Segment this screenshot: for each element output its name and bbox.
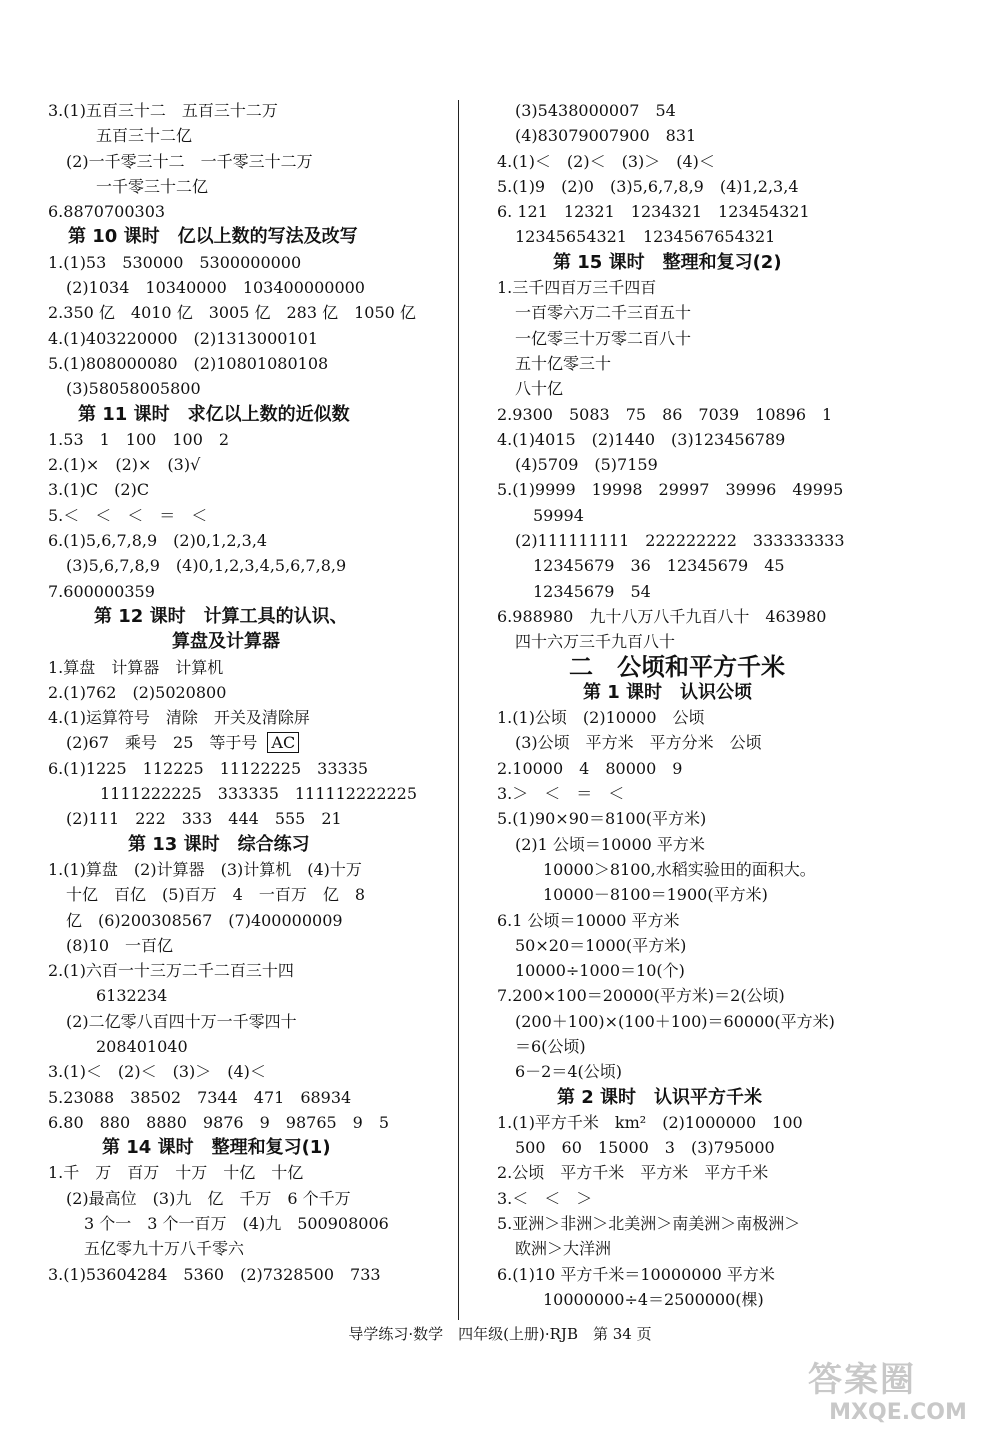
answer-text: 4.(1)4015 (2)1440 (3)123456789 <box>497 429 786 449</box>
answer-line <box>48 1085 448 1110</box>
answer-line <box>497 983 957 1008</box>
answer-line <box>497 579 957 604</box>
answer-text: (2)111111111 222222222 333333333 <box>515 531 845 551</box>
answer-line <box>48 705 448 730</box>
answer-line <box>48 781 448 806</box>
answer-text: 第 13 课时 综合练习 <box>128 833 310 855</box>
answer-line <box>48 250 448 275</box>
answer-text: 2.10000 4 80000 9 <box>497 758 683 778</box>
answer-line <box>497 275 957 300</box>
answer-line <box>48 503 448 528</box>
answer-text: 5.＜ ＜ ＜ ＝ ＜ <box>48 505 208 525</box>
answer-text: 1.(1)算盘 (2)计算器 (3)计算机 (4)十万 <box>48 859 362 879</box>
answer-text: 一百零六万二千三百五十 <box>515 303 692 323</box>
answer-text: (2)1 公顷＝10000 平方米 <box>515 834 705 854</box>
answer-line <box>48 452 448 477</box>
section-heading <box>48 832 448 857</box>
answer-text: 10000－8100＝1900(平方米) <box>543 885 768 905</box>
answer-line <box>497 503 957 528</box>
answer-text: 1.千 万 百万 十万 十亿 十亿 <box>48 1163 304 1183</box>
answer-text: 2.350 亿 4010 亿 3005 亿 283 亿 1050 亿 <box>48 303 416 323</box>
answer-text: 欧洲＞大洋洲 <box>515 1239 612 1259</box>
answer-text: 第 14 课时 整理和复习(1) <box>102 1137 331 1159</box>
answer-text: 3.(1)C (2)C <box>48 480 150 500</box>
answer-text: 一亿零三十万零二百八十 <box>515 328 692 348</box>
answer-text: 五亿零九十万八千零六 <box>84 1239 245 1259</box>
answer-text: 3.(1)53604284 5360 (2)7328500 733 <box>48 1264 381 1284</box>
answer-text: 6.(1)10 平方千米＝10000000 平方米 <box>497 1264 775 1284</box>
section-heading <box>48 1135 448 1160</box>
answer-line <box>48 1211 448 1236</box>
answer-line <box>48 427 448 452</box>
answer-text: 4.(1)＜ (2)＜ (3)＞ (4)＜ <box>497 151 715 171</box>
answer-line <box>48 326 448 351</box>
answer-line <box>48 756 448 781</box>
answer-line <box>497 933 957 958</box>
answer-text: 一千零三十二亿 <box>96 176 209 196</box>
answer-line <box>48 1110 448 1135</box>
answer-text: 第 2 课时 认识平方千米 <box>557 1086 763 1108</box>
answer-text: 500 60 15000 3 (3)795000 <box>515 1138 775 1158</box>
answer-text: 4.(1)运算符号 清除 开关及清除屏 <box>48 708 310 728</box>
answer-line <box>48 477 448 502</box>
answer-line <box>48 149 448 174</box>
column-divider <box>458 100 459 1320</box>
answer-line <box>497 1034 957 1059</box>
section-heading <box>48 629 448 654</box>
answer-text: 1.53 1 100 100 2 <box>48 429 230 449</box>
answer-line <box>497 882 957 907</box>
answer-line <box>48 1034 448 1059</box>
right-column <box>497 98 957 1312</box>
left-column <box>48 98 448 1287</box>
answer-text: 1.(1)53 530000 5300000000 <box>48 252 302 272</box>
answer-text: (200＋100)×(100＋100)＝60000(平方米) <box>515 1011 835 1031</box>
answer-line <box>497 832 957 857</box>
answer-line <box>497 149 957 174</box>
answer-line <box>497 1262 957 1287</box>
answer-text: (2)二亿零八百四十万一千零四十 <box>66 1011 297 1031</box>
answer-line <box>497 1287 957 1312</box>
answer-line <box>48 933 448 958</box>
answer-text: (3)公顷 平方米 平方分米 公顷 <box>515 733 762 753</box>
answer-text: 5.(1)9999 19998 29997 39996 49995 <box>497 480 844 500</box>
answer-text: 6.988980 九十八万八千九百八十 463980 <box>497 606 827 626</box>
answer-text: 2.(1)× (2)× (3)√ <box>48 455 201 475</box>
answer-line <box>48 882 448 907</box>
answer-text: 3.(1)五百三十二 五百三十二万 <box>48 101 278 120</box>
answer-text: 6.8870700303 <box>48 202 166 222</box>
answer-line <box>497 477 957 502</box>
answer-line <box>48 655 448 680</box>
answer-line <box>497 1059 957 1084</box>
answer-text: 第 1 课时 认识公顷 <box>583 681 753 703</box>
watermark-logo-text: 答案圈 <box>808 1360 916 1400</box>
answer-text: 12345679 36 12345679 45 <box>533 556 785 576</box>
boxed-answer: AC <box>267 732 299 753</box>
answer-text: 二 公顷和平方千米 <box>569 652 785 681</box>
answer-text: (4)83079007900 831 <box>515 126 697 146</box>
answer-line <box>48 376 448 401</box>
answer-text: (2)67 乘号 25 等于号 <box>66 733 258 753</box>
answer-text: 1.(1)公顷 (2)10000 公顷 <box>497 708 705 728</box>
answer-text: 2.公顷 平方千米 平方米 平方千米 <box>497 1163 769 1183</box>
answer-line <box>48 174 448 199</box>
answer-text: 12345654321 1234567654321 <box>515 227 776 247</box>
section-heading <box>48 224 448 249</box>
answer-line <box>48 553 448 578</box>
answer-line <box>48 1160 448 1185</box>
answer-line <box>497 1135 957 1160</box>
answer-text: (4)5709 (5)7159 <box>515 455 658 475</box>
answer-line <box>497 958 957 983</box>
answer-text: 10000＞8100,水稻实验田的面积大。 <box>543 859 816 879</box>
answer-text: 5.23088 38502 7344 471 68934 <box>48 1087 352 1107</box>
answer-text: (2)1034 10340000 103400000000 <box>66 278 365 298</box>
answer-line <box>497 756 957 781</box>
answer-line <box>48 275 448 300</box>
answer-line <box>48 983 448 1008</box>
answer-text: 6.(1)5,6,7,8,9 (2)0,1,2,3,4 <box>48 531 268 551</box>
answer-text: 五百三十二亿 <box>96 126 193 146</box>
answer-line <box>497 781 957 806</box>
answer-text: 6.80 880 8880 9876 9 98765 9 5 <box>48 1112 390 1132</box>
answer-line <box>48 98 448 123</box>
answer-line <box>48 199 448 224</box>
answer-text: 3.＞ ＜ ＝ ＜ <box>497 784 625 804</box>
answer-text: 6－2＝4(公顷) <box>515 1062 623 1082</box>
answer-text: 3.＜ ＜ ＞ <box>497 1188 593 1208</box>
answer-text: (3)5,6,7,8,9 (4)0,1,2,3,4,5,6,7,8,9 <box>66 556 347 576</box>
answer-line <box>497 1160 957 1185</box>
answer-text: 第 12 课时 计算工具的认识、 <box>94 605 348 627</box>
answer-line <box>48 351 448 376</box>
answer-line <box>48 300 448 325</box>
answer-text: 7.200×100＝20000(平方米)＝2(公顷) <box>497 986 785 1006</box>
answer-line <box>497 427 957 452</box>
section-heading <box>497 1085 957 1110</box>
answer-line <box>497 452 957 477</box>
answer-text: 5.(1)808000080 (2)10801080108 <box>48 353 329 373</box>
answer-text: 10000000÷4＝2500000(棵) <box>543 1289 764 1309</box>
answer-line <box>497 604 957 629</box>
answer-line <box>497 705 957 730</box>
answer-text: 1.三千四百万三千四百 <box>497 278 657 298</box>
answer-text: 6.1 公顷＝10000 平方米 <box>497 910 680 930</box>
answer-text: 50×20＝1000(平方米) <box>515 935 687 955</box>
answer-text: 十亿 百亿 (5)百万 4 一百万 亿 8 <box>66 885 366 905</box>
answer-text: 7.600000359 <box>48 581 155 601</box>
answer-line <box>497 1236 957 1261</box>
answer-line <box>497 1009 957 1034</box>
answer-line <box>497 351 957 376</box>
watermark-logo <box>808 1360 988 1428</box>
answer-text: 五十亿零三十 <box>515 353 612 373</box>
answer-line <box>497 224 957 249</box>
answer-text: 1111222225 333335 111112222225 <box>100 784 418 804</box>
answer-line <box>48 958 448 983</box>
answer-line <box>48 579 448 604</box>
answer-line <box>48 1262 448 1287</box>
answer-line <box>497 98 957 123</box>
watermark-url: MXQE.COM <box>829 1400 967 1425</box>
answer-line <box>48 1059 448 1084</box>
answer-text: (3)58058005800 <box>66 379 201 399</box>
answer-text: 1.算盘 计算器 计算机 <box>48 657 224 677</box>
answer-text: 5.(1)9 (2)0 (3)5,6,7,8,9 (4)1,2,3,4 <box>497 176 799 196</box>
answer-text: 1.(1)平方千米 km² (2)1000000 100 <box>497 1112 803 1132</box>
answer-line <box>48 1186 448 1211</box>
answer-text: 5.亚洲＞非洲＞北美洲＞南美洲＞南极洲＞ <box>497 1214 801 1234</box>
answer-text: 5.(1)90×90＝8100(平方米) <box>497 809 707 829</box>
answer-text: 3 个一 3 个一百万 (4)九 500908006 <box>84 1214 389 1234</box>
answer-line <box>497 857 957 882</box>
answer-line <box>497 123 957 148</box>
answer-text: 第 11 课时 求亿以上数的近似数 <box>78 403 350 425</box>
answer-line <box>497 1110 957 1135</box>
answer-line <box>48 730 448 755</box>
answer-text: 算盘及计算器 <box>172 631 280 653</box>
answer-text: 6132234 <box>96 986 168 1006</box>
answer-text: 四十六万三千九百八十 <box>515 632 676 652</box>
answer-line <box>497 402 957 427</box>
answer-line <box>497 528 957 553</box>
answer-line <box>497 730 957 755</box>
answer-line <box>48 680 448 705</box>
answer-text: (3)5438000007 54 <box>515 101 676 120</box>
answer-line <box>497 553 957 578</box>
answer-text: ＝6(公顷) <box>515 1036 586 1056</box>
answer-line <box>497 1211 957 1236</box>
section-heading <box>48 402 448 427</box>
section-heading <box>497 680 957 705</box>
answer-line <box>497 174 957 199</box>
answer-text: (2)一千零三十二 一千零三十二万 <box>66 151 313 171</box>
answer-text: 6. 121 12321 1234321 123454321 <box>497 202 810 222</box>
answer-text: 6.(1)1225 112225 11122225 33335 <box>48 758 369 778</box>
answer-line <box>48 857 448 882</box>
answer-line <box>497 908 957 933</box>
answer-text: 59994 <box>533 505 584 525</box>
section-heading <box>48 604 448 629</box>
answer-text: (2)111 222 333 444 555 21 <box>66 809 342 829</box>
answer-line <box>497 326 957 351</box>
answer-line <box>48 123 448 148</box>
answer-line <box>497 1186 957 1211</box>
answer-line <box>48 528 448 553</box>
answer-text: 第 15 课时 整理和复习(2) <box>553 251 782 273</box>
answer-line <box>497 199 957 224</box>
answer-text: 八十亿 <box>515 379 564 399</box>
section-heading <box>497 652 957 681</box>
answer-text: 亿 (6)200308567 (7)400000009 <box>66 910 343 930</box>
answer-text: 2.9300 5083 75 86 7039 10896 1 <box>497 404 833 424</box>
answer-line <box>497 300 957 325</box>
answer-text: 4.(1)403220000 (2)1313000101 <box>48 328 319 348</box>
answer-line <box>48 1236 448 1261</box>
answer-text: 3.(1)＜ (2)＜ (3)＞ (4)＜ <box>48 1062 266 1082</box>
answer-line <box>48 806 448 831</box>
answer-text: (2)最高位 (3)九 亿 千万 6 个千万 <box>66 1188 351 1208</box>
answer-line <box>48 908 448 933</box>
answer-line <box>497 629 957 654</box>
answer-line <box>497 806 957 831</box>
answer-line <box>48 1009 448 1034</box>
answer-text: 第 10 课时 亿以上数的写法及改写 <box>68 226 358 248</box>
answer-text: 2.(1)六百一十三万二千二百三十四 <box>48 961 294 981</box>
answer-text: 10000÷1000＝10(个) <box>515 961 685 981</box>
answer-text: 208401040 <box>96 1036 188 1056</box>
answer-text: 2.(1)762 (2)5020800 <box>48 682 227 702</box>
answer-text: (8)10 一百亿 <box>66 935 174 955</box>
answer-text: 12345679 54 <box>533 581 651 601</box>
page-footer: 导学练习·数学 四年级(上册)·RJB 第 34 页 <box>348 1325 652 1343</box>
answer-line <box>497 376 957 401</box>
section-heading <box>497 250 957 275</box>
